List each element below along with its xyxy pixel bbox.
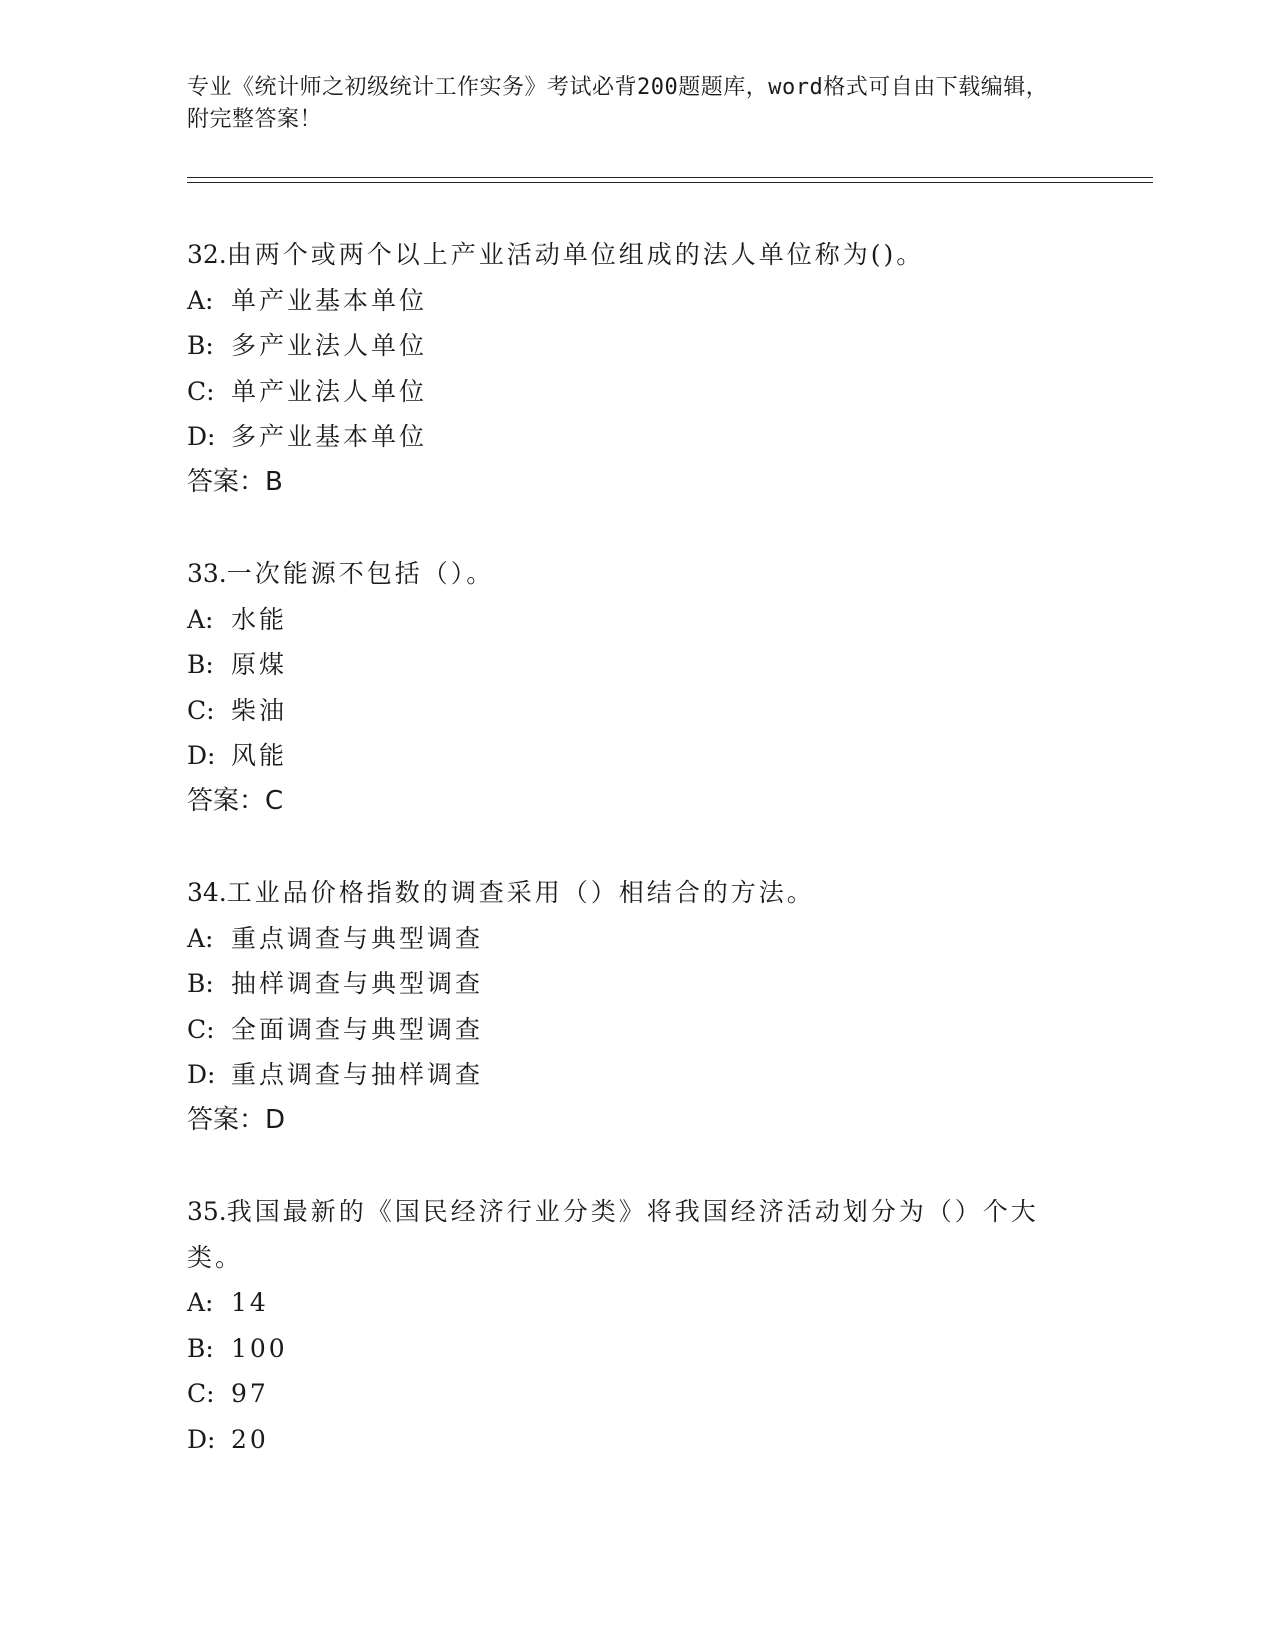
question-stem	[187, 232, 1087, 278]
option-key: B:	[187, 331, 214, 360]
header-intro-text: 专业《统计师之初级统计工作实务》考试必背200题题库，word格式可自由下载编辑，附完整答案！	[187, 75, 1049, 132]
option-key: C:	[187, 695, 215, 725]
option-text: 14	[231, 1288, 269, 1317]
option-text: 柴油	[231, 695, 288, 725]
option-text: 抽样调查与典型调查	[231, 969, 484, 998]
option-text: 多产业法人单位	[231, 331, 428, 360]
question-33	[187, 551, 1087, 824]
option-c	[187, 688, 1087, 734]
option-key: C:	[187, 1379, 215, 1408]
option-text: 单产业基本单位	[231, 285, 428, 315]
question-number: 35.	[187, 1197, 227, 1226]
header-divider-top	[187, 177, 1153, 178]
header-divider-bottom	[187, 182, 1153, 183]
option-text: 单产业法人单位	[231, 376, 428, 406]
option-b	[187, 642, 1087, 688]
answer-line: 答案：B	[187, 466, 283, 497]
option-text: 水能	[231, 604, 288, 634]
question-stem	[187, 551, 1087, 597]
option-key: D:	[187, 741, 216, 770]
option-text: 多产业基本单位	[231, 422, 428, 451]
question-32	[187, 232, 1087, 505]
option-key: A:	[187, 1288, 214, 1317]
question-text: 一次能源不包括（）。	[226, 559, 495, 588]
question-list	[187, 232, 1087, 1508]
option-key: C:	[187, 376, 215, 406]
question-stem	[187, 1189, 1087, 1280]
option-key: C:	[187, 1014, 215, 1044]
option-text: 全面调查与典型调查	[231, 1014, 484, 1044]
option-key: B:	[187, 969, 214, 998]
option-key: A:	[187, 923, 214, 953]
answer-line: 答案：D	[187, 1104, 286, 1135]
option-b	[187, 1326, 1087, 1372]
option-d	[187, 414, 1087, 460]
option-d	[187, 733, 1087, 779]
option-key: D:	[187, 1060, 216, 1089]
option-key: A:	[187, 604, 214, 634]
question-number: 32.	[187, 240, 227, 269]
option-d	[187, 1052, 1087, 1098]
option-key: B:	[187, 650, 214, 679]
option-c	[187, 1371, 1087, 1417]
answer-line: 答案：C	[187, 785, 284, 816]
question-number: 33.	[187, 559, 227, 588]
option-key: D:	[187, 422, 216, 451]
option-c	[187, 1007, 1087, 1053]
option-b	[187, 323, 1087, 369]
option-text: 原煤	[231, 650, 288, 679]
option-a	[187, 1280, 1087, 1326]
option-text: 重点调查与抽样调查	[231, 1060, 484, 1089]
question-text: 工业品价格指数的调查采用（）相结合的方法。	[226, 878, 815, 907]
option-key: B:	[187, 1333, 214, 1363]
question-number: 34.	[187, 878, 227, 907]
option-text: 97	[231, 1379, 269, 1408]
option-key: A:	[187, 285, 214, 315]
option-b	[187, 961, 1087, 1007]
question-stem	[187, 870, 1087, 916]
option-text: 100	[231, 1333, 288, 1363]
option-a	[187, 278, 1087, 324]
option-c	[187, 369, 1087, 415]
question-35	[187, 1189, 1087, 1462]
option-key: D:	[187, 1424, 216, 1454]
option-text: 20	[231, 1424, 269, 1454]
option-a	[187, 916, 1087, 962]
question-text: 我国最新的《国民经济行业分类》将我国经济活动划分为（）个大类。	[187, 1197, 1039, 1272]
option-text: 重点调查与典型调查	[231, 923, 484, 953]
option-text: 风能	[231, 741, 288, 770]
option-d	[187, 1417, 1087, 1463]
document-header	[187, 72, 1067, 136]
question-text: 由两个或两个以上产业活动单位组成的法人单位称为()。	[226, 240, 925, 269]
option-a	[187, 597, 1087, 643]
question-34	[187, 870, 1087, 1143]
